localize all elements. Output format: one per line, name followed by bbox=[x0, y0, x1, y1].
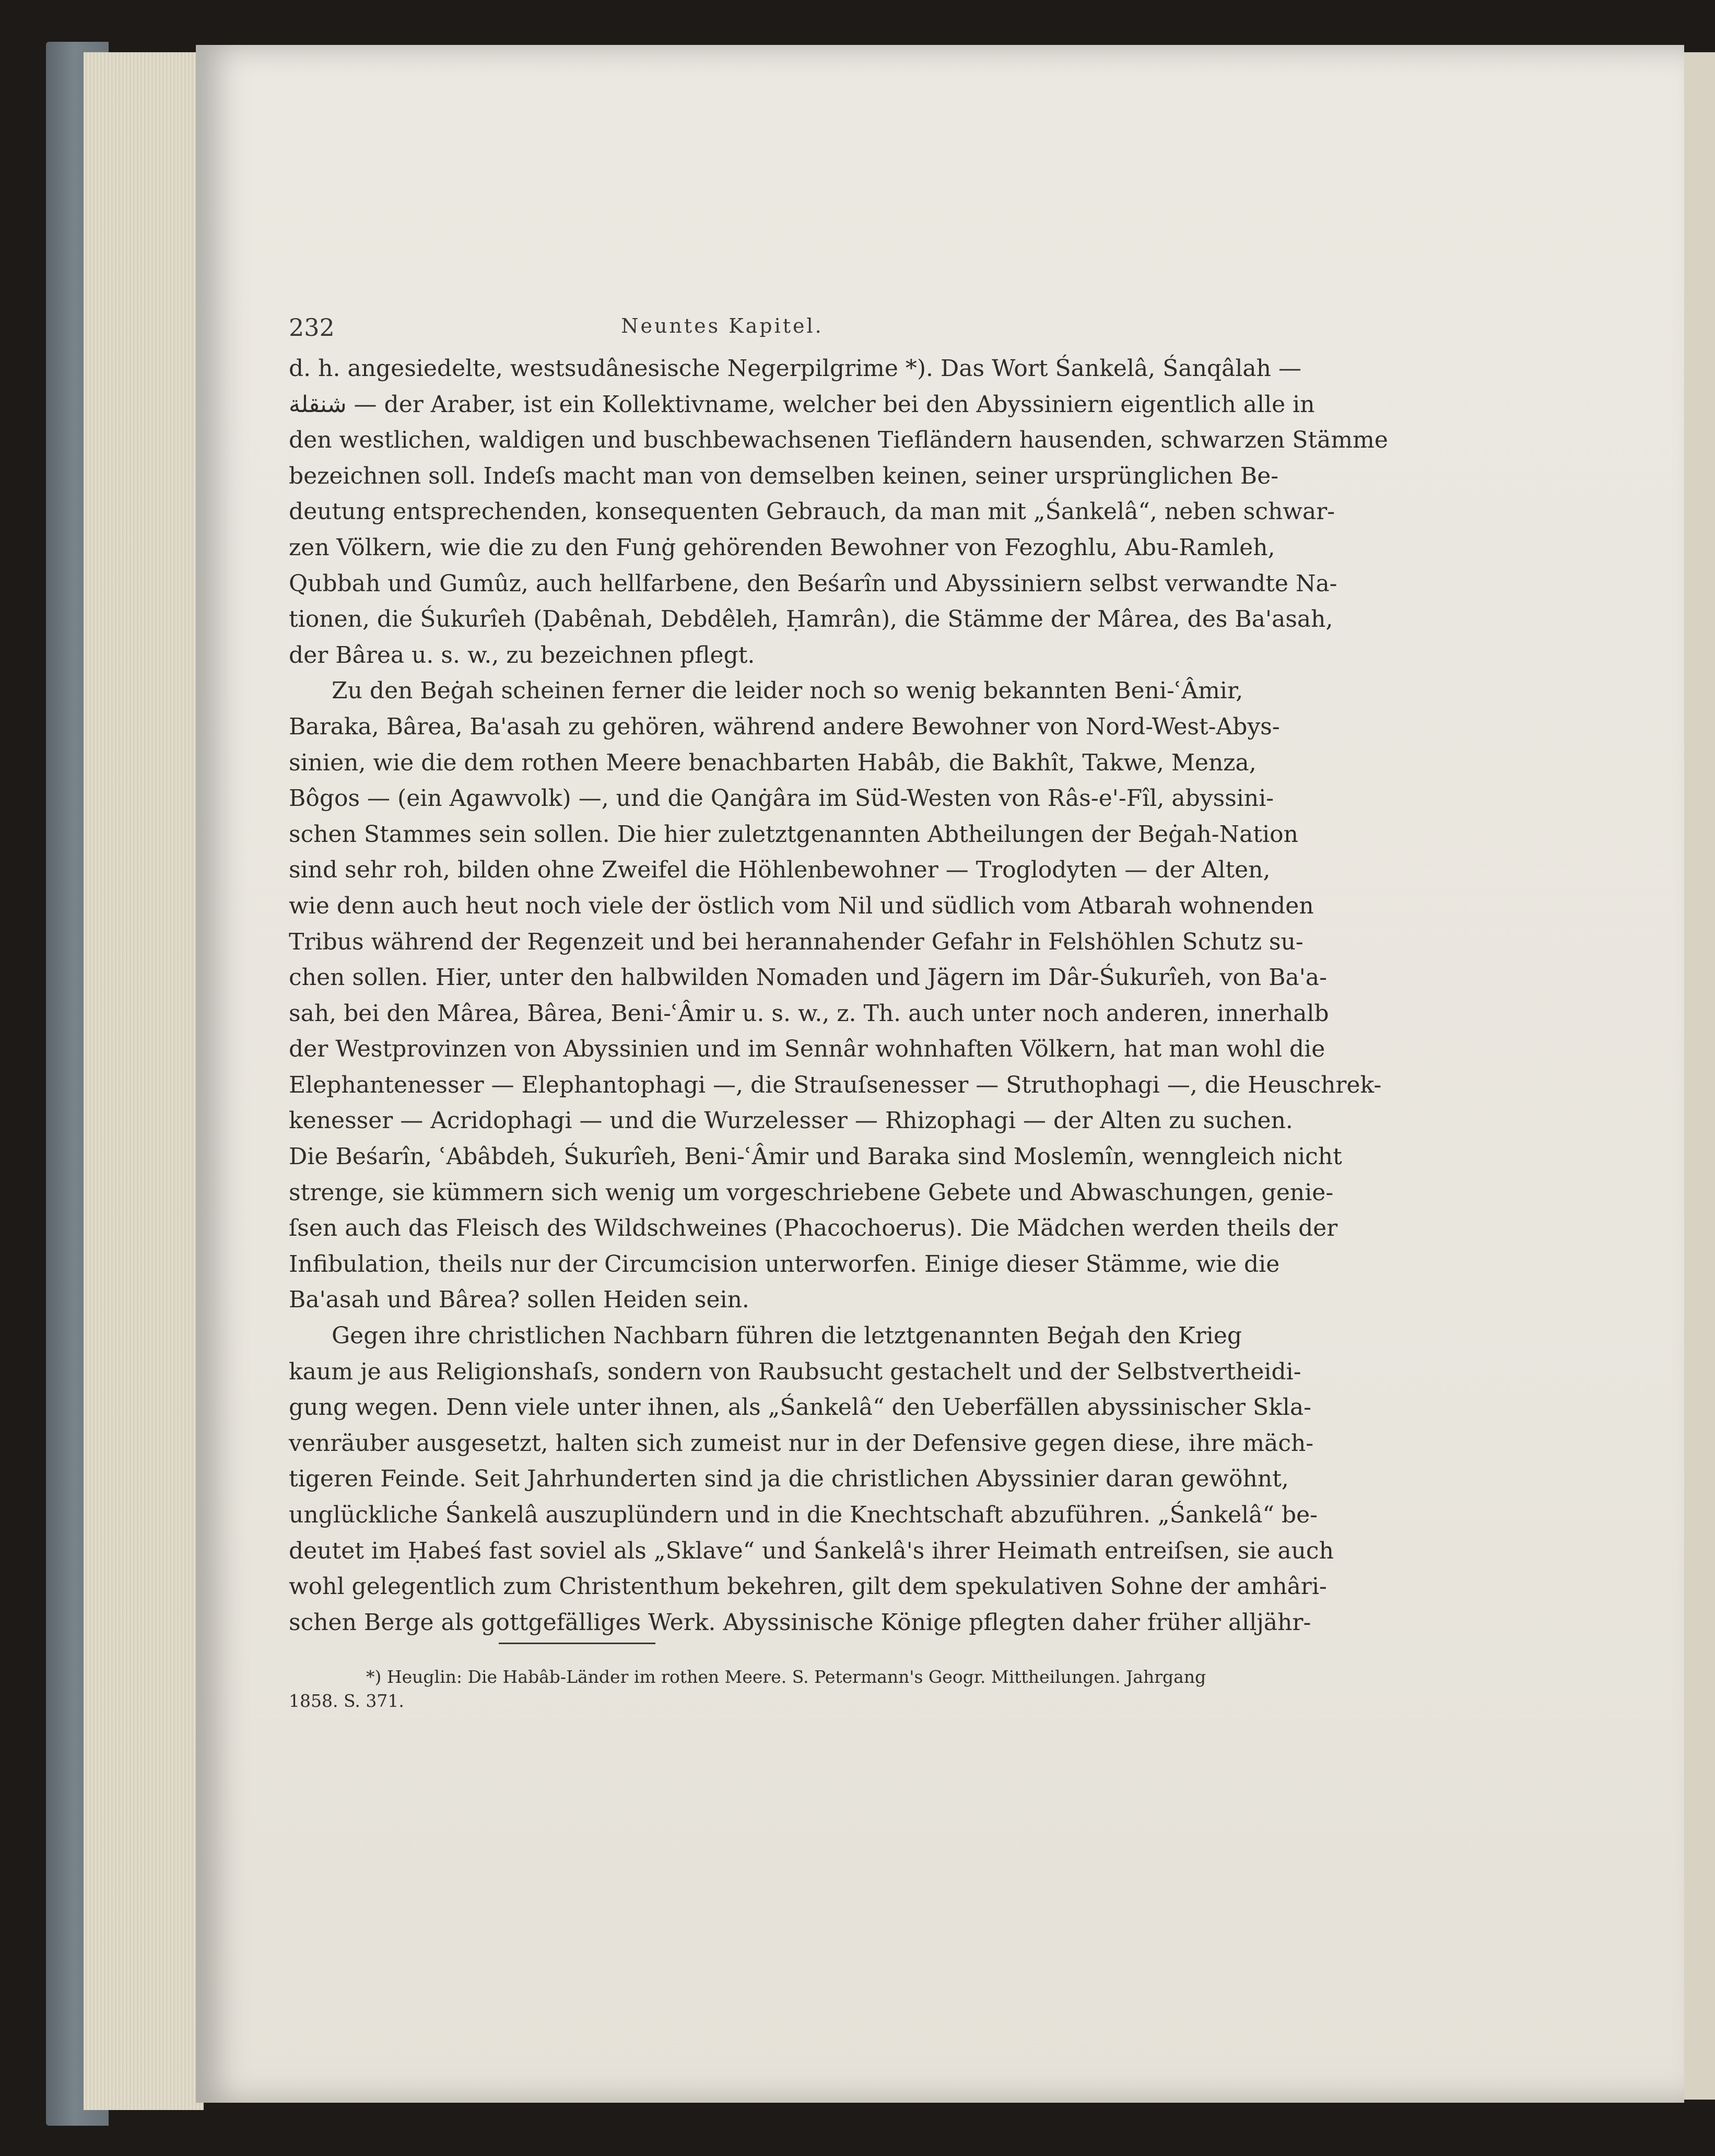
text-line: gung wegen. Denn viele unter ihnen, als „Śankelâ“ den Ueberfällen abyssinischer Skla- bbox=[289, 1394, 1312, 1421]
text-line: strenge, sie kümmern sich wenig um vorgeschriebene Gebete und Abwaschungen, genie- bbox=[289, 1179, 1334, 1206]
text-line: schen Berge als gottgefälliges Werk. Abyssinische Könige pflegten daher früher alljähr- bbox=[289, 1609, 1311, 1636]
running-head bbox=[289, 313, 1156, 345]
text-line: der Bârea u. s. w., zu bezeichnen pflegt. bbox=[289, 641, 755, 669]
text-line: Elephantenesser — Elephantophagi —, die Strauſsenesser — Struthophagi —, die Heuschrek- bbox=[289, 1071, 1382, 1098]
footnote-divider bbox=[499, 1643, 655, 1644]
body-text bbox=[289, 351, 1388, 1641]
text-line: wohl gelegentlich zum Christenthum bekehren, gilt dem spekulativen Sohne der amhâri- bbox=[289, 1573, 1327, 1600]
chapter-title: Neuntes Kapitel. bbox=[621, 314, 824, 337]
text-line: den westlichen, waldigen und buschbewachsenen Tiefländern hausenden, schwarzen Stämme bbox=[289, 427, 1388, 454]
text-line: unglückliche Śankelâ auszuplündern und in die Knechtschaft abzuführen. „Śankelâ“ be- bbox=[289, 1502, 1318, 1528]
text-line: venräuber ausgesetzt, halten sich zumeist nur in der Defensive gegen diese, ihre mäch- bbox=[289, 1429, 1314, 1457]
text-line: bezeichnen soll. Indeſs macht man von demselben keinen, seiner ursprünglichen Be- bbox=[289, 462, 1279, 489]
text-line: zen Völkern, wie die zu den Funġ gehörenden Bewohner von Fezoghlu, Abu-Ramleh, bbox=[289, 534, 1275, 561]
text-line: Qubbah und Gumûz, auch hellfarbene, den Beśarîn und Abyssiniern selbst verwandte Na- bbox=[289, 570, 1337, 597]
footnote-line: *) Heuglin: Die Habâb-Länder im rothen Meere. S. Petermann's Geogr. Mittheilungen. Jahrgang bbox=[366, 1667, 1206, 1687]
text-line: sah, bei den Mârea, Bârea, Beni-ʿÂmir u. s. w., z. Th. auch unter noch anderen, innerhalb bbox=[289, 1000, 1329, 1027]
text-line: Ba'asah und Bârea? sollen Heiden sein. bbox=[289, 1286, 749, 1314]
text-line: schen Stammes sein sollen. Die hier zuletztgenannten Abtheilungen der Beġah-Nation bbox=[289, 821, 1298, 848]
text-line: wie denn auch heut noch viele der östlich vom Nil und südlich vom Atbarah wohnenden bbox=[289, 892, 1314, 919]
text-line: kaum je aus Religionshaſs, sondern von Raubsucht gestachelt und der Selbstvertheidi- bbox=[289, 1358, 1301, 1385]
text-line: der Westprovinzen von Abyssinien und im Sennâr wohnhaften Völkern, hat man wohl die bbox=[289, 1036, 1325, 1063]
text-line: ſsen auch das Fleisch des Wildschweines (Phacochoerus). Die Mädchen werden theils der bbox=[289, 1215, 1338, 1242]
text-line: Die Beśarîn, ʿAbâbdeh, Śukurîeh, Beni-ʿÂmir und Baraka sind Moslemîn, wenngleich nicht bbox=[289, 1143, 1342, 1170]
page-number: 232 bbox=[289, 313, 335, 342]
text-line: deutet im Ḥabeś fast soviel als „Sklave“ und Śankelâ's ihrer Heimath entreiſsen, sie auch bbox=[289, 1537, 1334, 1564]
text-line: kenesser — Acridophagi — und die Wurzelesser — Rhizophagi — der Alten zu suchen. bbox=[289, 1107, 1293, 1134]
text-line: شنقلة — der Araber, ist ein Kollektivname, welcher bei den Abyssiniern eigentlich alle in bbox=[289, 391, 1315, 418]
text-line: sinien, wie die dem rothen Meere benachbarten Habâb, die Bakhît, Takwe, Menza, bbox=[289, 749, 1256, 776]
text-line: d. h. angesiedelte, westsudânesische Negerpilgrime *). Das Wort Śankelâ, Śanqâlah — bbox=[289, 355, 1301, 382]
text-line: Zu den Beġah scheinen ferner die leider noch so wenig bekannten Beni-ʿÂmir, bbox=[332, 677, 1243, 705]
text-line: Baraka, Bârea, Ba'asah zu gehören, während andere Bewohner von Nord-West-Abys- bbox=[289, 713, 1280, 740]
text-line: chen sollen. Hier, unter den halbwilden Nomaden und Jägern im Dâr-Śukurîeh, von Ba'a- bbox=[289, 964, 1327, 991]
text-line: sind sehr roh, bilden ohne Zweifel die Höhlenbewohner — Troglodyten — der Alten, bbox=[289, 857, 1271, 884]
footnote-line: 1858. S. 371. bbox=[289, 1691, 404, 1711]
text-line: Gegen ihre christlichen Nachbarn führen die letztgenannten Beġah den Krieg bbox=[332, 1322, 1242, 1350]
text-line: Infibulation, theils nur der Circumcision unterworfen. Einige dieser Stämme, wie die bbox=[289, 1250, 1280, 1278]
text-line: tigeren Feinde. Seit Jahrhunderten sind ja die christlichen Abyssinier daran gewöhnt, bbox=[289, 1466, 1289, 1493]
text-line: Bôgos — (ein Agawvolk) —, und die Qanġâra im Süd-Westen von Râs-e'-Fîl, abyssini- bbox=[289, 785, 1274, 812]
text-line: Tribus während der Regenzeit und bei herannahender Gefahr in Felshöhlen Schutz su- bbox=[289, 928, 1303, 955]
page-edges bbox=[84, 52, 204, 2110]
footnote bbox=[289, 1665, 1206, 1713]
text-line: deutung entsprechenden, konsequenten Gebrauch, da man mit „Śankelâ“, neben schwar- bbox=[289, 498, 1335, 525]
text-line: tionen, die Śukurîeh (Ḍabênah, Debdêleh, Ḥamrân), die Stämme der Mârea, des Ba'asah, bbox=[289, 606, 1333, 633]
facing-page-edge bbox=[1679, 52, 1715, 2100]
